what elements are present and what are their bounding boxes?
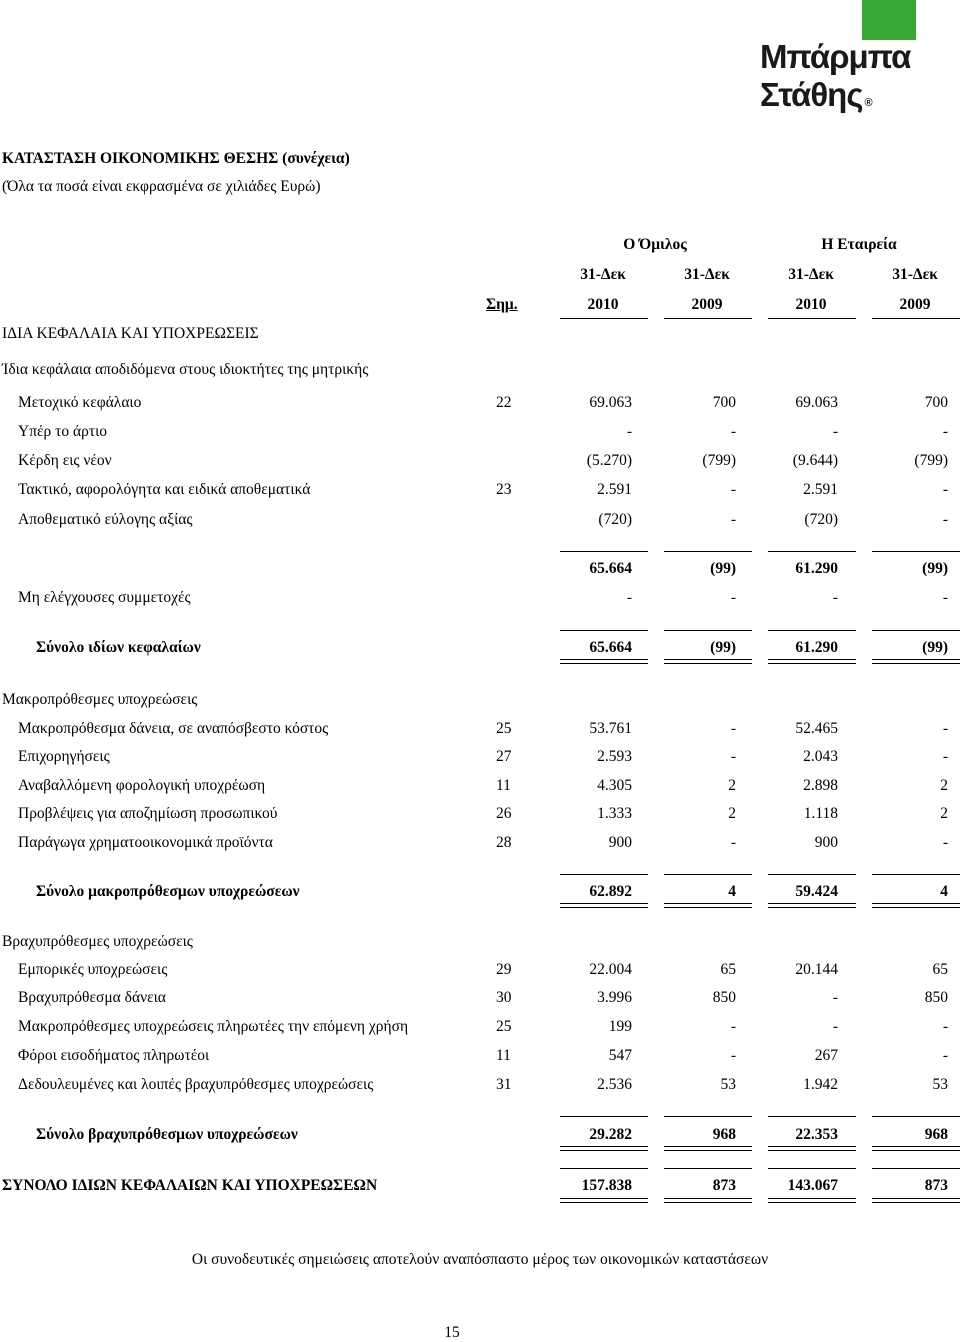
- value-cell: 4: [940, 883, 948, 900]
- total-rule: [768, 1168, 856, 1169]
- row-note: 23: [496, 481, 512, 498]
- total-rule: [560, 630, 648, 631]
- value-cell: -: [730, 1018, 736, 1035]
- value-cell: 2: [940, 805, 948, 822]
- row-label: Αποθεματικό εύλογης αξίας: [18, 511, 193, 528]
- value-cell: -: [730, 481, 736, 498]
- row-note: 22: [496, 394, 512, 411]
- value-cell: 2.591: [597, 481, 632, 498]
- value-cell: 1.942: [803, 1076, 838, 1093]
- header-company: Η Εταιρεία: [821, 236, 897, 253]
- row-label: Δεδουλευμένες και λοιπές βραχυπρόθεσμες υποχρεώσεις: [18, 1076, 374, 1093]
- value-cell: 65: [720, 961, 736, 978]
- header-rule: [560, 318, 648, 319]
- brand-logo: [756, 0, 960, 118]
- total-rule: [664, 1116, 752, 1117]
- value-cell: -: [832, 1018, 838, 1035]
- value-cell: 873: [712, 1177, 736, 1194]
- row-label: Φόροι εισοδήματος πληρωτέοι: [18, 1047, 210, 1064]
- row-note: 11: [496, 777, 511, 794]
- value-cell: -: [942, 748, 948, 765]
- row-note: 28: [496, 834, 512, 851]
- total-rule: [560, 1168, 648, 1169]
- double-rule: [560, 1198, 648, 1203]
- total-label: Σύνολο μακροπρόθεσμων υποχρεώσεων: [36, 883, 300, 900]
- double-rule: [664, 1146, 752, 1151]
- subtotal-rule: [664, 551, 752, 552]
- value-cell: -: [942, 511, 948, 528]
- value-cell: 2.591: [803, 481, 838, 498]
- logo-wordmark-line2: Στάθης ®: [760, 76, 872, 113]
- row-note: 25: [496, 720, 512, 737]
- total-rule: [768, 1116, 856, 1117]
- double-rule: [664, 659, 752, 664]
- value-cell: -: [730, 748, 736, 765]
- value-cell: 62.892: [589, 883, 632, 900]
- grand-total-label: ΣΥΝΟΛΟ ΙΔΙΩΝ ΚΕΦΑΛΑΙΩΝ ΚΑΙ ΥΠΟΧΡΕΩΣΕΩΝ: [2, 1177, 378, 1194]
- value-cell: (99): [922, 560, 948, 577]
- section-heading: ΙΔΙΑ ΚΕΦΑΛΑΙΑ ΚΑΙ ΥΠΟΧΡΕΩΣΕΙΣ: [2, 325, 259, 342]
- double-rule: [768, 659, 856, 664]
- value-cell: 53: [720, 1076, 736, 1093]
- double-rule: [768, 1146, 856, 1151]
- row-label: Κέρδη εις νέον: [18, 452, 112, 469]
- value-cell: 65.664: [589, 560, 632, 577]
- value-cell: 968: [712, 1126, 736, 1143]
- value-cell: (720): [804, 511, 838, 528]
- value-cell: 22.353: [795, 1126, 838, 1143]
- value-cell: 199: [608, 1018, 632, 1035]
- value-cell: 22.004: [589, 961, 632, 978]
- value-cell: 2.536: [597, 1076, 632, 1093]
- total-rule: [872, 1168, 960, 1169]
- value-cell: -: [942, 1018, 948, 1035]
- page-subtitle: (Όλα τα ποσά είναι εκφρασμένα σε χιλιάδες Ευρώ): [2, 178, 321, 195]
- subtotal-rule: [872, 551, 960, 552]
- value-cell: 2: [728, 805, 736, 822]
- value-cell: (99): [710, 639, 736, 656]
- value-cell: 968: [924, 1126, 948, 1143]
- header-note: Σημ.: [486, 296, 518, 313]
- section-heading: Ίδια κεφάλαια αποδιδόμενα στους ιδιοκτήτες της μητρικής: [2, 361, 369, 378]
- header-group: Ο Όμιλος: [623, 236, 687, 253]
- value-cell: 61.290: [795, 560, 838, 577]
- value-cell: -: [942, 481, 948, 498]
- value-cell: 59.424: [795, 883, 838, 900]
- value-cell: (5.270): [586, 452, 632, 469]
- total-label: Σύνολο βραχυπρόθεσμων υποχρεώσεων: [36, 1126, 298, 1143]
- double-rule: [872, 659, 960, 664]
- row-note: 26: [496, 805, 512, 822]
- value-cell: 157.838: [581, 1177, 632, 1194]
- value-cell: (9.644): [792, 452, 838, 469]
- value-cell: 850: [924, 989, 948, 1006]
- double-rule: [872, 1146, 960, 1151]
- value-cell: -: [626, 423, 632, 440]
- value-cell: (799): [702, 452, 736, 469]
- row-label: Υπέρ το άρτιο: [18, 423, 107, 440]
- total-rule: [560, 874, 648, 875]
- value-cell: 700: [924, 394, 948, 411]
- row-label: Βραχυπρόθεσμα δάνεια: [18, 989, 166, 1006]
- header-date: 31-Δεκ: [580, 266, 626, 283]
- value-cell: 4: [728, 883, 736, 900]
- value-cell: 547: [608, 1047, 632, 1064]
- double-rule: [664, 1198, 752, 1203]
- double-rule: [560, 659, 648, 664]
- row-label: Τακτικό, αφορολόγητα και ειδικά αποθεματικά: [18, 481, 311, 498]
- value-cell: -: [942, 1047, 948, 1064]
- row-label: Μακροπρόθεσμες υποχρεώσεις πληρωτέες την επόμενη χρήση: [18, 1018, 409, 1035]
- value-cell: 700: [712, 394, 736, 411]
- footnote: Οι συνοδευτικές σημειώσεις αποτελούν αναπόσπαστο μέρος των οικονομικών καταστάσεων: [191, 1251, 769, 1268]
- value-cell: -: [832, 423, 838, 440]
- value-cell: 2: [940, 777, 948, 794]
- row-note: 25: [496, 1018, 512, 1035]
- row-label: Εμπορικές υποχρεώσεις: [18, 961, 168, 978]
- value-cell: -: [832, 589, 838, 606]
- total-rule: [872, 630, 960, 631]
- value-cell: (720): [598, 511, 632, 528]
- page-title: ΚΑΤΑΣΤΑΣΗ ΟΙΚΟΝΟΜΙΚΗΣ ΘΕΣΗΣ (συνέχεια): [2, 150, 350, 167]
- value-cell: -: [730, 834, 736, 851]
- value-cell: -: [832, 989, 838, 1006]
- value-cell: (799): [914, 452, 948, 469]
- value-cell: 143.067: [787, 1177, 838, 1194]
- value-cell: -: [730, 720, 736, 737]
- total-rule: [664, 874, 752, 875]
- double-rule: [560, 1146, 648, 1151]
- double-rule: [768, 1198, 856, 1203]
- value-cell: 52.465: [795, 720, 838, 737]
- row-label: Προβλέψεις για αποζημίωση προσωπικού: [18, 805, 278, 822]
- double-rule: [560, 903, 648, 908]
- double-rule: [872, 903, 960, 908]
- total-rule: [872, 1116, 960, 1117]
- value-cell: -: [942, 834, 948, 851]
- header-rule: [664, 318, 752, 319]
- header-year: 2009: [899, 296, 931, 313]
- row-label: Μακροπρόθεσμα δάνεια, σε αναπόσβεστο κόστος: [18, 720, 329, 737]
- row-note: 30: [496, 989, 512, 1006]
- value-cell: 850: [712, 989, 736, 1006]
- value-cell: 1.118: [803, 805, 838, 822]
- double-rule: [768, 903, 856, 908]
- value-cell: 69.063: [589, 394, 632, 411]
- row-note: 11: [496, 1047, 511, 1064]
- value-cell: 3.996: [597, 989, 632, 1006]
- subtotal-rule: [560, 551, 648, 552]
- header-date: 31-Δεκ: [788, 266, 834, 283]
- header-year: 2010: [795, 296, 827, 313]
- value-cell: 53.761: [589, 720, 632, 737]
- row-label: Αναβαλλόμενη φορολογική υποχρέωση: [18, 777, 266, 794]
- value-cell: -: [730, 511, 736, 528]
- value-cell: (99): [710, 560, 736, 577]
- value-cell: 61.290: [795, 639, 838, 656]
- row-label: Επιχορηγήσεις: [18, 748, 110, 765]
- header-rule: [768, 318, 856, 319]
- value-cell: 2.898: [803, 777, 838, 794]
- value-cell: 2: [728, 777, 736, 794]
- total-label: Σύνολο ιδίων κεφαλαίων: [36, 639, 201, 656]
- value-cell: 1.333: [597, 805, 632, 822]
- total-rule: [560, 1116, 648, 1117]
- value-cell: 53: [932, 1076, 948, 1093]
- value-cell: 2.593: [597, 748, 632, 765]
- logo-accent-block: [862, 0, 916, 40]
- header-date: 31-Δεκ: [892, 266, 938, 283]
- value-cell: (99): [922, 639, 948, 656]
- header-rule: [872, 318, 960, 319]
- value-cell: 65: [932, 961, 948, 978]
- header-date: 31-Δεκ: [684, 266, 730, 283]
- value-cell: -: [730, 423, 736, 440]
- section-heading: Βραχυπρόθεσμες υποχρεώσεις: [2, 933, 193, 950]
- total-rule: [768, 874, 856, 875]
- page-number: 15: [444, 1324, 460, 1341]
- subtotal-rule: [768, 551, 856, 552]
- value-cell: 69.063: [795, 394, 838, 411]
- header-year: 2010: [587, 296, 619, 313]
- logo-wordmark-line1: Μπάρμπα: [760, 38, 911, 75]
- value-cell: -: [942, 720, 948, 737]
- header-year: 2009: [691, 296, 723, 313]
- total-rule: [664, 630, 752, 631]
- row-note: 31: [496, 1076, 512, 1093]
- double-rule: [872, 1198, 960, 1203]
- value-cell: 873: [924, 1177, 948, 1194]
- value-cell: 2.043: [803, 748, 838, 765]
- row-label: Μετοχικό κεφάλαιο: [18, 394, 142, 411]
- value-cell: 900: [814, 834, 838, 851]
- row-note: 29: [496, 961, 512, 978]
- value-cell: 29.282: [589, 1126, 632, 1143]
- value-cell: -: [942, 423, 948, 440]
- total-rule: [768, 630, 856, 631]
- value-cell: 4.305: [597, 777, 632, 794]
- value-cell: 20.144: [795, 961, 838, 978]
- value-cell: 65.664: [589, 639, 632, 656]
- value-cell: 267: [814, 1047, 838, 1064]
- value-cell: 900: [608, 834, 632, 851]
- value-cell: -: [942, 589, 948, 606]
- row-label: Παράγωγα χρηματοοικονομικά προϊόντα: [18, 834, 273, 851]
- value-cell: -: [730, 589, 736, 606]
- registered-mark: ®: [864, 97, 872, 109]
- row-note: 27: [496, 748, 512, 765]
- value-cell: -: [626, 589, 632, 606]
- total-rule: [872, 874, 960, 875]
- total-rule: [664, 1168, 752, 1169]
- section-heading: Μακροπρόθεσμες υποχρεώσεις: [2, 691, 198, 708]
- row-label: Μη ελέγχουσες συμμετοχές: [18, 589, 191, 606]
- value-cell: -: [730, 1047, 736, 1064]
- double-rule: [664, 903, 752, 908]
